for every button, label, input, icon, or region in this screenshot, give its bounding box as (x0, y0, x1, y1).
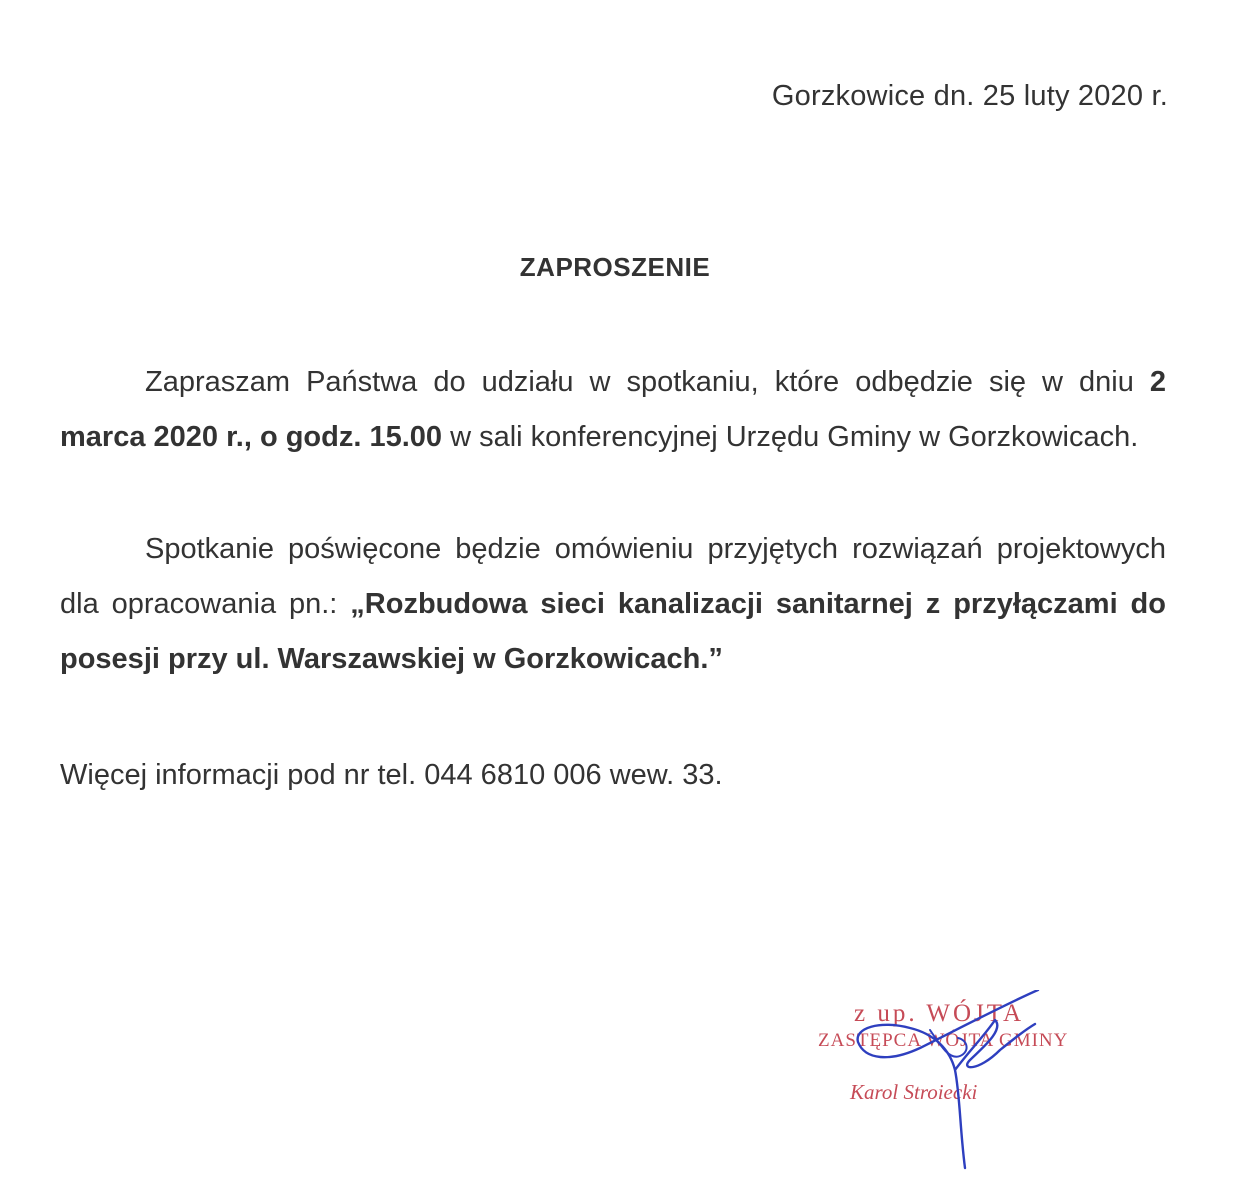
contact-info (60, 748, 1166, 803)
paragraph-invitation (60, 355, 1166, 465)
invitation-text-start: Zapraszam Państwa do udziału w spotkaniu, które odbędzie się w dniu (145, 366, 1150, 398)
handwritten-signature (810, 990, 1110, 1170)
stamp-line-authority: z up. WÓJTA (854, 1000, 1025, 1027)
official-stamp (810, 990, 1110, 1170)
contact-info-text: Więcej informacji pod nr tel. 044 6810 006 wew. 33. (60, 759, 723, 791)
invitation-text-end: w sali konferencyjnej Urzędu Gminy w Gorzkowicach. (442, 421, 1139, 453)
paragraph-topic (60, 522, 1166, 687)
meeting-date-time: 2 marca 2020 r., o godz. 15.00 (60, 366, 1166, 453)
project-title: „Rozbudowa sieci kanalizacji sanitarnej z przyłączami do posesji przy ul. Warszawskiej w Gorzkowicach.” (60, 588, 1166, 675)
stamp-line-name: Karol Stroiecki (850, 1080, 978, 1104)
place-date: Gorzkowice dn. 25 luty 2020 r. (771, 80, 1168, 112)
paragraph-invitation-text (60, 355, 1166, 465)
stamp-line-position: ZASTĘPCA WÓJTA GMINY (818, 1030, 1069, 1051)
document-title: ZAPROSZENIE (519, 252, 711, 282)
paragraph-topic-text (60, 522, 1166, 687)
topic-text-start: Spotkanie poświęcone będzie omówieniu przyjętych rozwiązań projektowych dla opracowania pn.: (60, 533, 1166, 620)
